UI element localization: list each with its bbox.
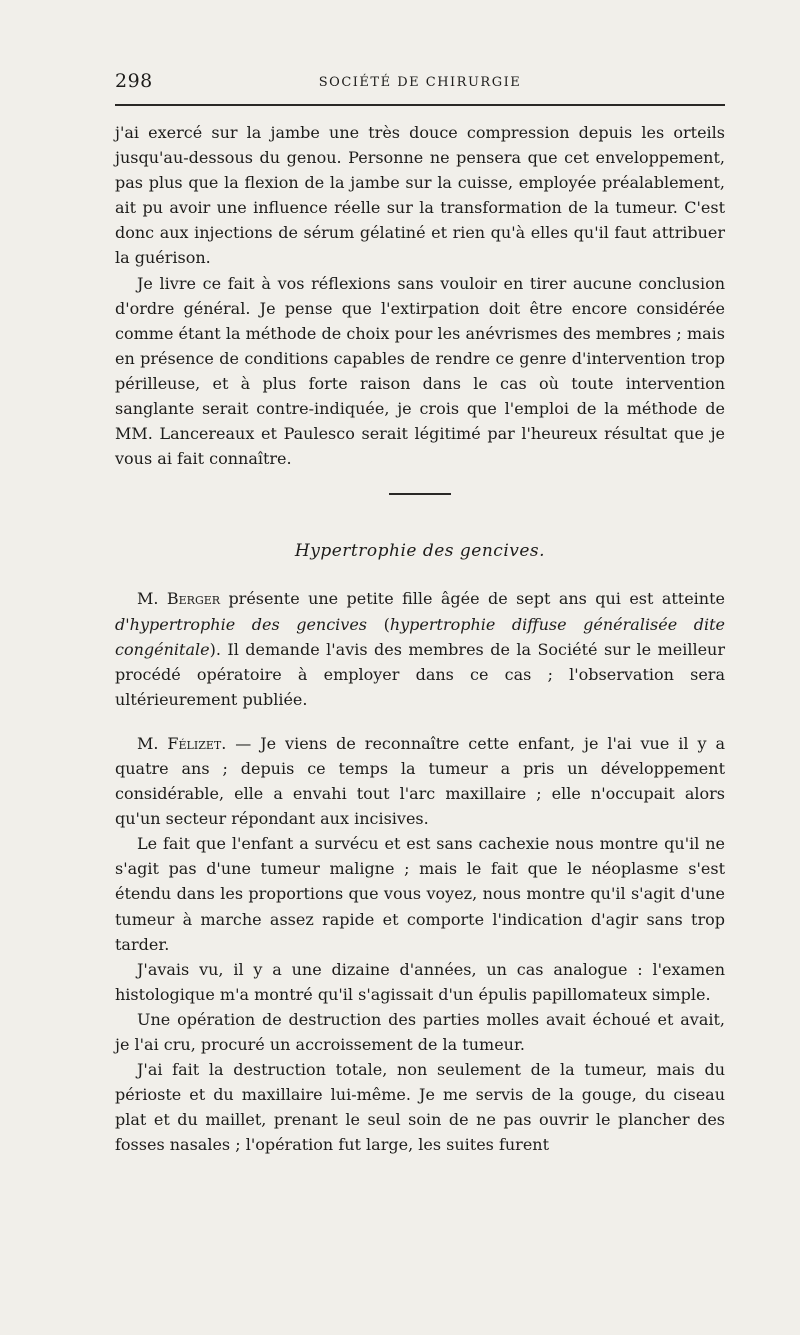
berger-text-c: ). Il demande l'avis des membres de la Société sur le meilleur procédé opératoire à employer dans ce cas ; l'observation sera ultérieurement publiée. — [115, 639, 725, 709]
header-rule — [115, 104, 725, 106]
paragraph-felizet-1 — [115, 731, 725, 831]
paragraph-felizet-3: J'avais vu, il y a une dizaine d'années, un cas analogue : l'examen histologique m'a montré qu'il s'agissait d'un épulis papillomateux simple. — [115, 959, 725, 1004]
felizet-text-1: . — Je viens de reconnaître cette enfant, je l'ai vue il y a quatre ans ; depuis ce temps la tumeur a pris un développement considérable, elle a envahi tout l'arc maxillaire ; elle n'occupait alors qu'un secteur répondant aux incisives. — [115, 733, 725, 829]
section-divider — [389, 493, 451, 495]
berger-italic-a: d'hypertrophie des gencives — [115, 614, 368, 634]
section-title: Hypertrophie des gencives. — [294, 541, 546, 562]
speaker-name-felizet: Félizet — [167, 733, 222, 753]
page-header — [115, 70, 725, 100]
berger-text-b: ( — [367, 614, 390, 634]
paragraph-felizet-2: Le fait que l'enfant a survécu et est sans cachexie nous montre qu'il ne s'agit pas d'une tumeur maligne ; mais le fait que le néoplasme s'est étendu dans les proportions que vous voyez, nous montre qu'il s'agit d'une tumeur à marche assez rapide et comporte l'indication d'agir sans trop tarder. — [115, 834, 725, 954]
paragraph-felizet-4: Une opération de destruction des parties molles avait échoué et avait, je l'ai cru, procuré un accroissement de la tumeur. — [115, 1009, 725, 1054]
running-head: SOCIÉTÉ DE CHIRURGIE — [318, 75, 522, 90]
speaker-prefix: M. — [137, 733, 168, 753]
spacer — [115, 712, 725, 731]
paragraph-felizet-5: J'ai fait la destruction totale, non seulement de la tumeur, mais du périoste et du maxillaire lui-même. Je me servis de la gouge, du ciseau plat et du maillet, prenant le seul soin de ne pas ouvrir le plancher des fosses nasales ; l'opération fut large, les suites furent — [115, 1060, 725, 1155]
paragraph-berger — [115, 586, 725, 711]
paragraph-continuation: j'ai exercé sur la jambe une très douce compression depuis les orteils jusqu'au-dessous du genou. Personne ne pensera que cet enveloppement, pas plus que la flexion de la jambe sur la cuisse, employée préalablement, ait pu avoir une influence réelle sur la transformation de la tumeur. C'est donc aux injections de sérum gélatiné et rien qu'à elles qu'il faut attribuer la guérison. — [115, 123, 725, 268]
page-number: 298 — [115, 70, 153, 92]
page-body — [115, 120, 725, 1157]
speaker-prefix: M. — [137, 589, 167, 609]
paragraph-conclusion: Je livre ce fait à vos réflexions sans vouloir en tirer aucune conclusion d'ordre général. Je pense que l'extirpation doit être encore considérée comme étant la méthode de choix pour les anévrismes des membres ; mais en présence de conditions capables de rendre ce genre d'intervention trop périlleuse, et à plus forte raison dans le cas où toute intervention sanglante serait contre-indiquée, je crois que l'emploi de la méthode de MM. Lancereaux et Paulesco serait légitimé par l'heureux résultat que je vous ai fait connaître. — [115, 273, 725, 469]
speaker-name-berger: Berger — [166, 589, 221, 609]
berger-text-a: présente une petite fille âgée de sept ans qui est atteinte — [220, 589, 726, 609]
berger-italic-b: hypertrophie diffuse généralisée dite congénitale — [115, 614, 726, 659]
